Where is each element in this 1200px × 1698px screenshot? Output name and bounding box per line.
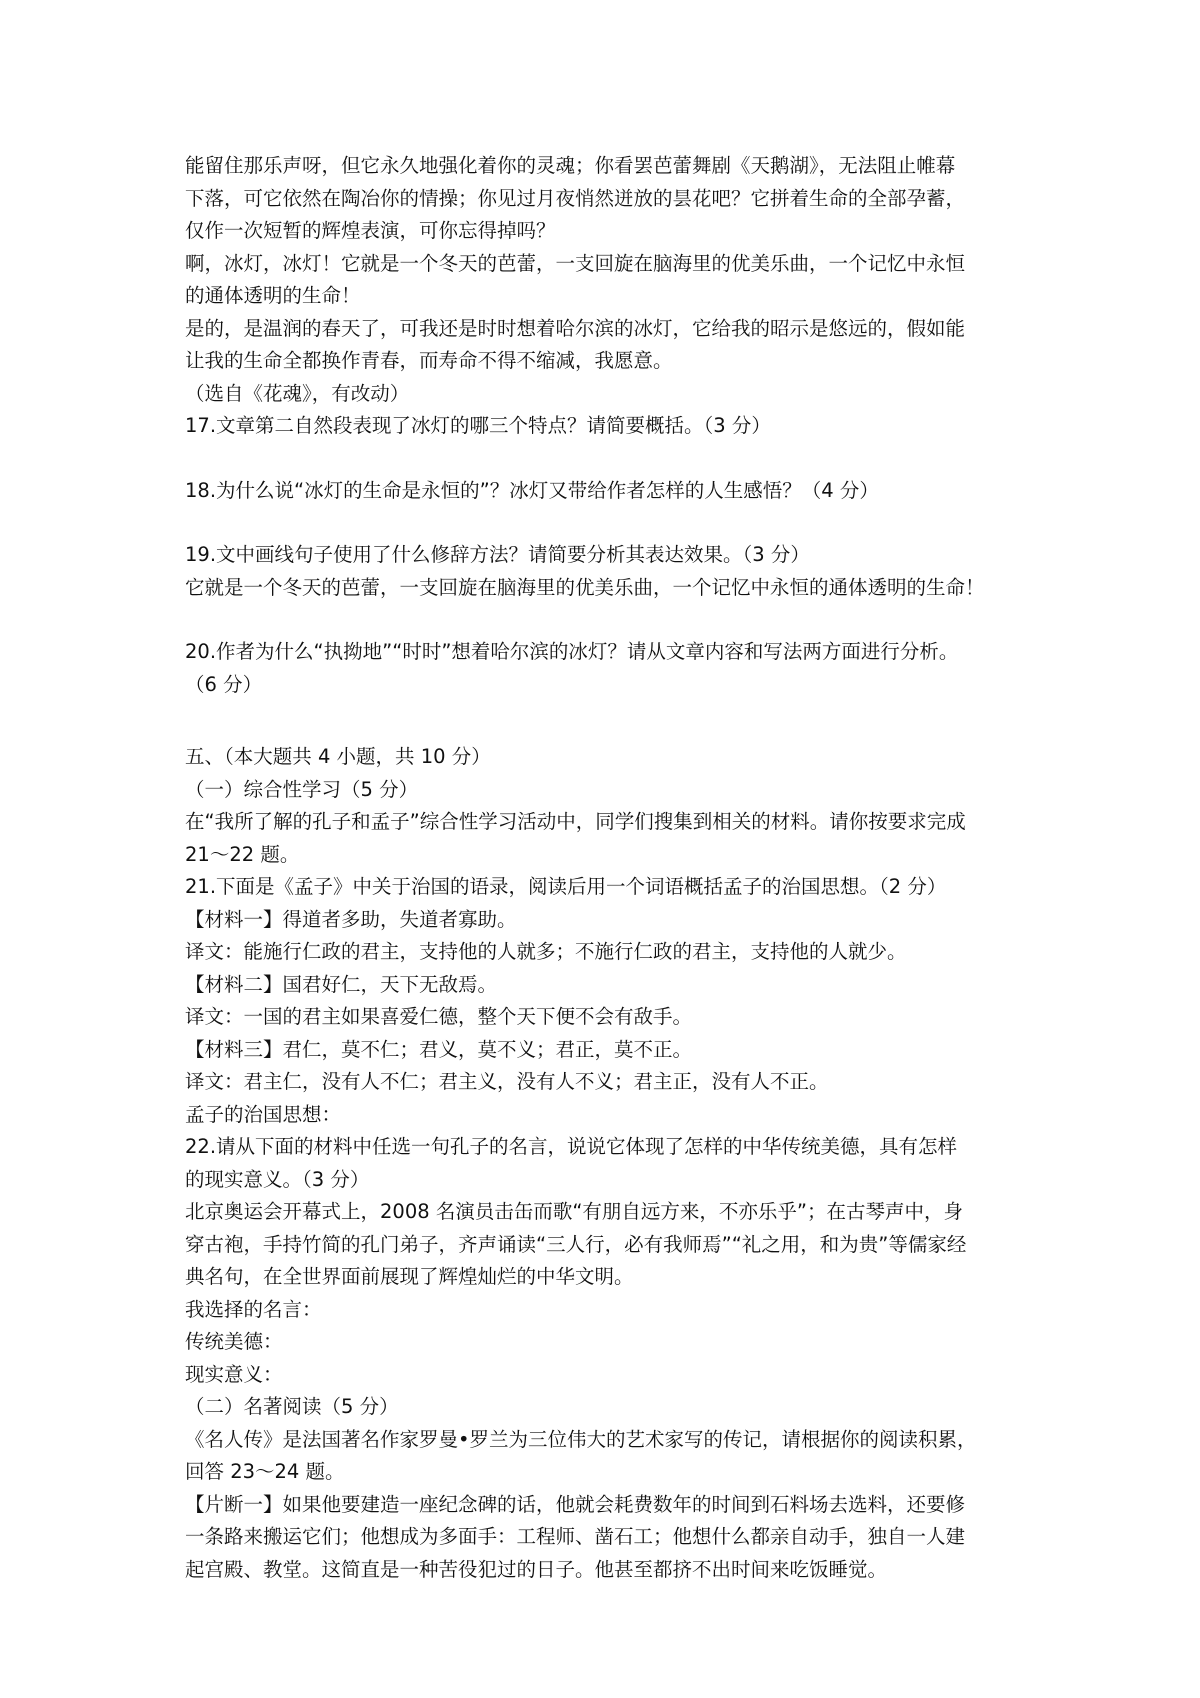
part-2-intro	[185, 1424, 1030, 1489]
text-line: 让我的生命全都换作青春，而寿命不得不缩减，我愿意。	[185, 349, 673, 372]
text-line: 是的，是温润的春天了，可我还是时时想着哈尔滨的冰灯，它给我的昭示是悠远的，假如能	[185, 316, 966, 340]
question-19: 19.文中画线句子使用了什么修辞方法？请简要分析其表达效果。（3 分）	[185, 543, 810, 566]
part-2-title: （二）名著阅读（5 分）	[185, 1395, 399, 1418]
answer-space	[185, 507, 1030, 539]
text-line: 21～22 题。	[185, 842, 300, 866]
question-20	[185, 636, 1030, 701]
material-1-translation: 译文：能施行仁政的君主，支持他的人就多；不施行仁政的君主，支持他的人就少。	[185, 940, 907, 963]
text-line: 典名句，在全世界面前展现了辉煌灿烂的中华文明。	[185, 1265, 634, 1288]
text-line: 的通体透明的生命！	[185, 284, 361, 307]
meaning-label: 现实意义：	[185, 1362, 283, 1386]
choice-label: 我选择的名言：	[185, 1297, 322, 1321]
question-18: 18.为什么说“冰灯的生命是永恒的”？冰灯又带给作者怎样的人生感悟？（4 分）	[185, 478, 879, 502]
answer-space	[185, 604, 1030, 636]
text-line: 啊，冰灯，冰灯！它就是一个冬天的芭蕾，一支回旋在脑海里的优美乐曲，一个记忆中永恒	[185, 251, 966, 275]
text-line: 22.请从下面的材料中任选一句孔子的名言，说说它体现了怎样的中华传统美德，具有怎样	[185, 1135, 958, 1158]
text-line: 起宫殿、教堂。这简直是一种苦役犯过的日子。他甚至都挤不出时间来吃饭睡觉。	[185, 1557, 888, 1581]
text-line: 回答 23～24 题。	[185, 1460, 345, 1483]
passage-paragraph-3	[185, 313, 1030, 378]
material-2-translation: 译文：一国的君主如果喜爱仁德，整个天下便不会有敌手。	[185, 1005, 693, 1028]
text-line: 在“我所了解的孔子和孟子”综合性学习活动中，同学们搜集到相关的材料。请你按要求完成	[185, 810, 966, 833]
text-line: 穿古袍，手持竹简的孔门弟子，齐声诵读“三人行，必有我师焉”“礼之用，和为贵”等儒家经	[185, 1232, 967, 1256]
text-line: 下落，可它依然在陶冶你的情操；你见过月夜悄然迸放的昙花吧？它拼着生命的全部孕蓄，	[185, 186, 966, 210]
text-line: 能留住那乐声呀，但它永久地强化着你的灵魂；你看罢芭蕾舞剧《天鹅湖》，无法阻止帷幕	[185, 154, 956, 177]
question-17: 17.文章第二自然段表现了冰灯的哪三个特点？请简要概括。（3 分）	[185, 414, 771, 437]
section-5-heading: 五、（本大题共 4 小题，共 10 分）	[185, 745, 491, 768]
text-line: 的现实意义。（3 分）	[185, 1167, 370, 1191]
material-3-translation: 译文：君主仁，没有人不仁；君主义，没有人不义；君主正，没有人不正。	[185, 1070, 829, 1093]
answer-space	[185, 443, 1030, 475]
question-19-sentence: 它就是一个冬天的芭蕾，一支回旋在脑海里的优美乐曲，一个记忆中永恒的通体透明的生命！	[185, 575, 985, 599]
mencius-answer-label: 孟子的治国思想：	[185, 1102, 342, 1126]
text-line: 20.作者为什么“执拗地”“时时”想着哈尔滨的冰灯？请从文章内容和写法两方面进行分析。	[185, 640, 959, 663]
virtue-label: 传统美德：	[185, 1330, 283, 1353]
text-line: （6 分）	[185, 672, 263, 696]
part-1-intro	[185, 806, 1030, 871]
part-1-title: （一）综合性学习（5 分）	[185, 777, 419, 801]
text-line: 仅作一次短暂的辉煌表演，可你忘得掉吗？	[185, 219, 556, 242]
passage-source: （选自《花魂》，有改动）	[185, 381, 410, 405]
passage-paragraph-1	[185, 150, 1030, 248]
material-2: 【材料二】国君好仁，天下无敌焉。	[185, 972, 498, 996]
fragment-1	[185, 1489, 1030, 1587]
question-22	[185, 1131, 1030, 1196]
question-21: 21.下面是《孟子》中关于治国的语录，阅读后用一个词语概括孟子的治国思想。（2 分）	[185, 875, 947, 898]
text-line: 一条路来搬运它们；他想成为多面手：工程师、凿石工；他想什么都亲自动手，独自一人建	[185, 1525, 966, 1548]
text-line: 【片断一】如果他要建造一座纪念碑的话，他就会耗费数年的时间到石料场去选料，还要修	[185, 1492, 966, 1516]
text-line: 《名人传》是法国著名作家罗曼•罗兰为三位伟大的艺术家写的传记，请根据你的阅读积累，	[185, 1427, 977, 1451]
material-1: 【材料一】得道者多助，失道者寡助。	[185, 907, 517, 931]
text-line: 北京奥运会开幕式上，2008 名演员击缶而歌“有朋自远方来，不亦乐乎”；在古琴声中，身	[185, 1200, 964, 1223]
passage-paragraph-2	[185, 248, 1030, 313]
answer-space	[185, 701, 1030, 741]
question-22-material	[185, 1196, 1030, 1294]
material-3: 【材料三】君仁，莫不仁；君义，莫不义；君正，莫不正。	[185, 1037, 693, 1061]
